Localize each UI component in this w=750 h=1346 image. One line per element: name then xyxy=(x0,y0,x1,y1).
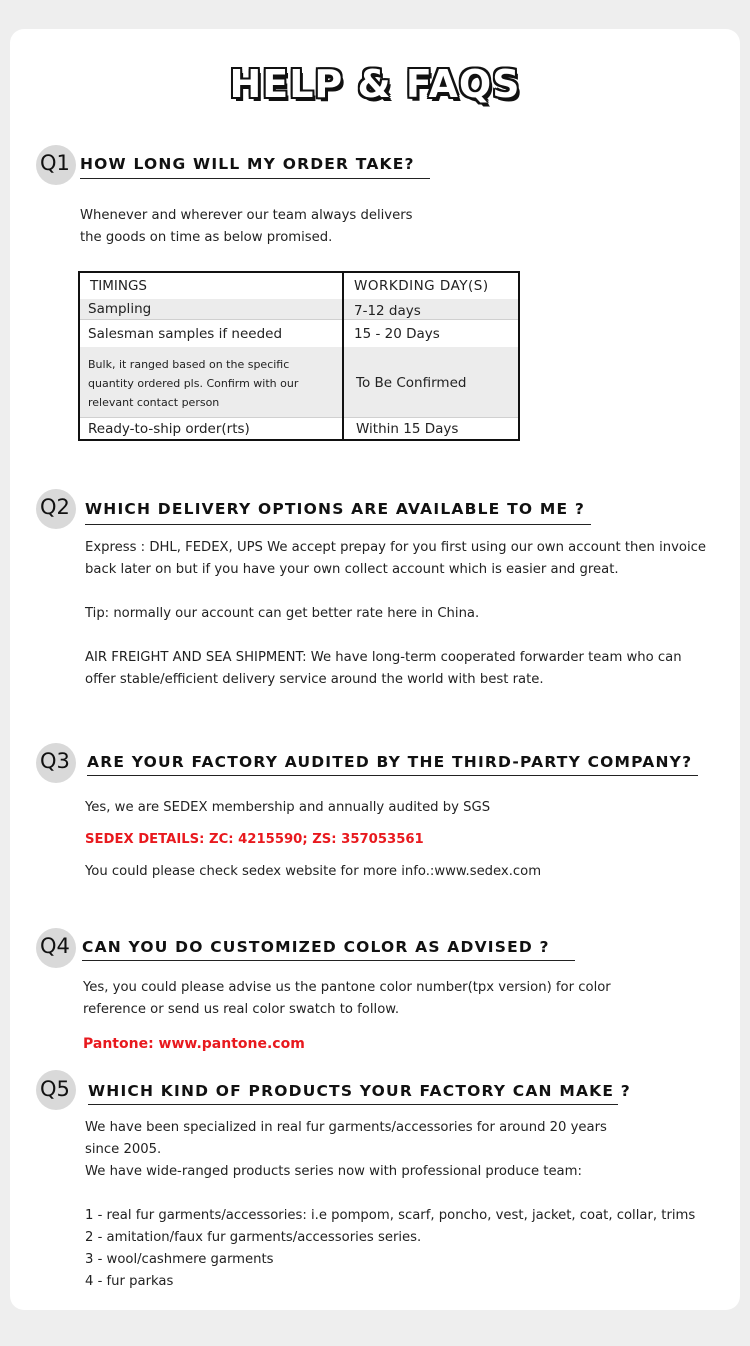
table-header-days: WORKDING DAY(S) xyxy=(354,278,489,294)
product-list-item: 1 - real fur garments/accessories: i.e pompom, scarf, poncho, vest, jacket, coat, collar, trims xyxy=(85,1208,696,1223)
table-cell-days: 7-12 days xyxy=(354,303,421,319)
pantone-link[interactable]: Pantone: www.pantone.com xyxy=(83,1036,305,1052)
table-header-timings: TIMINGS xyxy=(90,278,147,294)
q3-label: Q3 xyxy=(40,749,70,773)
q1-underline xyxy=(80,178,430,179)
q2-answer-line: offer stable/efficient delivery service around the world with best rate. xyxy=(85,672,544,687)
table-cell-days: To Be Confirmed xyxy=(356,375,467,391)
q1-answer-line: Whenever and wherever our team always delivers xyxy=(80,208,413,223)
sedex-details: SEDEX DETAILS: ZC: 4215590; ZS: 357053561 xyxy=(85,832,424,847)
table-cell-timing: Bulk, it ranged based on the specific quantity ordered pls. Confirm with our relevant contact person xyxy=(88,358,299,409)
q2-answer-line: AIR FREIGHT AND SEA SHIPMENT: We have long-term cooperated forwarder team who can xyxy=(85,650,682,665)
product-list-item: 4 - fur parkas xyxy=(85,1274,174,1289)
q2-answer-line: back later on but if you have your own collect account which is easier and great. xyxy=(85,562,619,577)
q4-question: CAN YOU DO CUSTOMIZED COLOR AS ADVISED ? xyxy=(82,938,550,956)
row-divider xyxy=(80,417,518,418)
table-cell-days: 15 - 20 Days xyxy=(354,326,440,342)
q2-label: Q2 xyxy=(40,495,70,519)
timings-table xyxy=(78,271,520,441)
q3-answer-line: You could please check sedex website for more info.:www.sedex.com xyxy=(85,864,542,879)
q5-answer-line: since 2005. xyxy=(85,1142,162,1157)
q3-underline xyxy=(87,775,698,776)
q1-answer-line: the goods on time as below promised. xyxy=(80,230,333,245)
q4-answer-line: Yes, you could please advise us the pantone color number(tpx version) for color xyxy=(83,980,611,995)
column-divider xyxy=(342,273,344,439)
q2-answer-line: Express : DHL, FEDEX, UPS We accept prepay for you first using our own account then invoice xyxy=(85,540,706,555)
table-cell-timing: Salesman samples if needed xyxy=(88,326,283,342)
q5-label: Q5 xyxy=(40,1077,70,1101)
product-list-item: 3 - wool/cashmere garments xyxy=(85,1252,274,1267)
product-list-item: 2 - amitation/faux fur garments/accessories series. xyxy=(85,1230,422,1245)
q5-question: WHICH KIND OF PRODUCTS YOUR FACTORY CAN MAKE ? xyxy=(88,1082,631,1100)
q5-answer-line: We have been specialized in real fur garments/accessories for around 20 years xyxy=(85,1120,607,1135)
page-title: HELP & FAQS xyxy=(229,62,521,106)
q4-underline xyxy=(82,960,575,961)
q4-label: Q4 xyxy=(40,934,70,958)
table-cell-days: Within 15 Days xyxy=(356,421,459,437)
q5-underline xyxy=(88,1104,618,1105)
q5-answer-line: We have wide-ranged products series now with professional produce team: xyxy=(85,1164,582,1179)
table-cell-timing: Sampling xyxy=(88,301,152,317)
q4-answer-line: reference or send us real color swatch to follow. xyxy=(83,1002,400,1017)
q2-answer-line: Tip: normally our account can get better rate here in China. xyxy=(85,606,480,621)
q1-question: HOW LONG WILL MY ORDER TAKE? xyxy=(80,155,415,173)
q1-label: Q1 xyxy=(40,151,70,175)
q2-underline xyxy=(85,524,591,525)
q3-question: ARE YOUR FACTORY AUDITED BY THE THIRD-PARTY COMPANY? xyxy=(87,753,693,771)
table-cell-timing: Ready-to-ship order(rts) xyxy=(88,421,250,437)
q2-question: WHICH DELIVERY OPTIONS ARE AVAILABLE TO ME ? xyxy=(85,500,586,518)
q3-answer-line: Yes, we are SEDEX membership and annually audited by SGS xyxy=(85,800,491,815)
row-divider xyxy=(80,319,518,320)
